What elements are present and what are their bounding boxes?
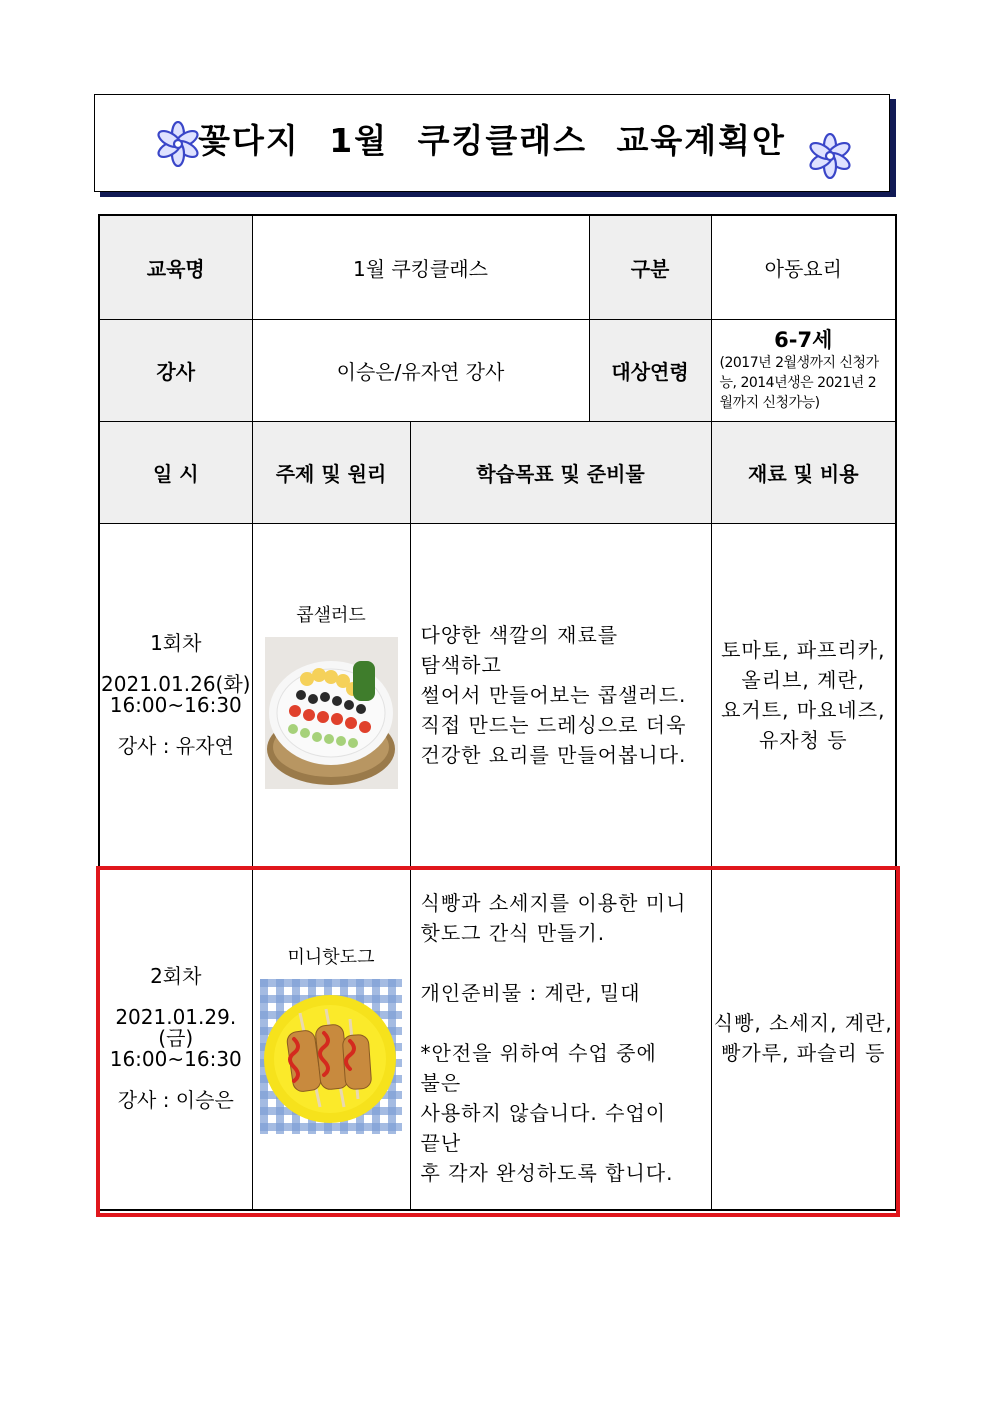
topic-name: 미니핫도그 [287, 946, 375, 968]
session-date: 2021.01.29.(금) [115, 1004, 237, 1050]
goal-line: 핫도그 간식 만들기. [420, 921, 606, 946]
instructor-value: 이승은/유자연 강사 [252, 319, 589, 421]
age-label: 대상연령 [589, 319, 711, 421]
session-instructor: 강사 : 유자연 [117, 734, 234, 758]
session-date: 2021.01.26(화) [101, 672, 251, 696]
age-cell [711, 319, 896, 421]
session-time: 16:00~16:30 [109, 1046, 242, 1071]
header-date: 일 시 [99, 421, 252, 523]
age-main: 6-7세 [774, 328, 833, 352]
instructor-label: 강사 [99, 319, 252, 421]
goal-cell [410, 523, 711, 867]
table-header-row [99, 421, 896, 523]
table-row [99, 319, 896, 421]
age-note: (2017년 2월생까지 신청가능, 2014년생은 2021년 2월까지 신청가능) [719, 355, 879, 411]
mini-hotdog-photo [260, 979, 402, 1134]
goal-line: 후 각자 완성하도록 합니다. [420, 1161, 674, 1186]
goal-line: 다양한 색깔의 재료를 탐색하고 [420, 623, 619, 677]
materials-cell [711, 523, 896, 867]
goal-line: 직접 만드는 드레싱으로 더욱 [420, 713, 687, 737]
materials-line: 요거트, 마요네즈, [721, 698, 886, 722]
goal-line: 건강한 요리를 만들어봅니다. [420, 743, 687, 767]
plan-table [98, 214, 897, 1211]
goal-line: 개인준비물 : 계란, 밀대 [420, 981, 641, 1006]
course-label: 교육명 [99, 215, 252, 319]
table-row [99, 523, 896, 867]
materials-line: 올리브, 계란, [741, 668, 866, 692]
session-round: 1회차 [150, 631, 202, 655]
cobb-salad-photo [265, 637, 398, 789]
session-info [99, 867, 252, 1210]
goal-line: 사용하지 않습니다. 수업이 끝난 [420, 1101, 667, 1156]
topic-name: 콥샐러드 [296, 605, 366, 626]
materials-line: 유자청 등 [758, 728, 848, 752]
goal-line: 식빵과 소세지를 이용한 미니 [420, 891, 687, 916]
goal-line: *안전을 위하여 수업 중에 불은 [420, 1041, 657, 1096]
category-value: 아동요리 [711, 215, 896, 319]
materials-line: 토마토, 파프리카, [721, 638, 886, 662]
goal-cell [410, 867, 711, 1210]
topic-cell [252, 867, 410, 1210]
title-box [94, 94, 890, 192]
session-round: 2회차 [150, 963, 202, 988]
session-instructor: 강사 : 이승은 [117, 1087, 234, 1112]
header-topic: 주제 및 원리 [252, 421, 410, 523]
table-row [99, 215, 896, 319]
course-value: 1월 쿠킹클래스 [252, 215, 589, 319]
goal-line: 썰어서 만들어보는 콥샐러드. [420, 683, 687, 707]
flower-icon [807, 133, 853, 179]
category-label: 구분 [589, 215, 711, 319]
materials-line: 빵가루, 파슬리 등 [721, 1041, 886, 1066]
header-materials: 재료 및 비용 [711, 421, 896, 523]
session-info [99, 523, 252, 867]
session-time: 16:00~16:30 [109, 693, 242, 717]
header-goal: 학습목표 및 준비물 [410, 421, 711, 523]
materials-cell [711, 867, 896, 1210]
table-row [99, 867, 896, 1210]
flower-icon [155, 121, 201, 167]
materials-line: 식빵, 소세지, 계란, [713, 1011, 893, 1036]
topic-cell [252, 523, 410, 867]
page-title: 꽃다지 1월 쿠킹클래스 교육계획안 [198, 120, 786, 160]
